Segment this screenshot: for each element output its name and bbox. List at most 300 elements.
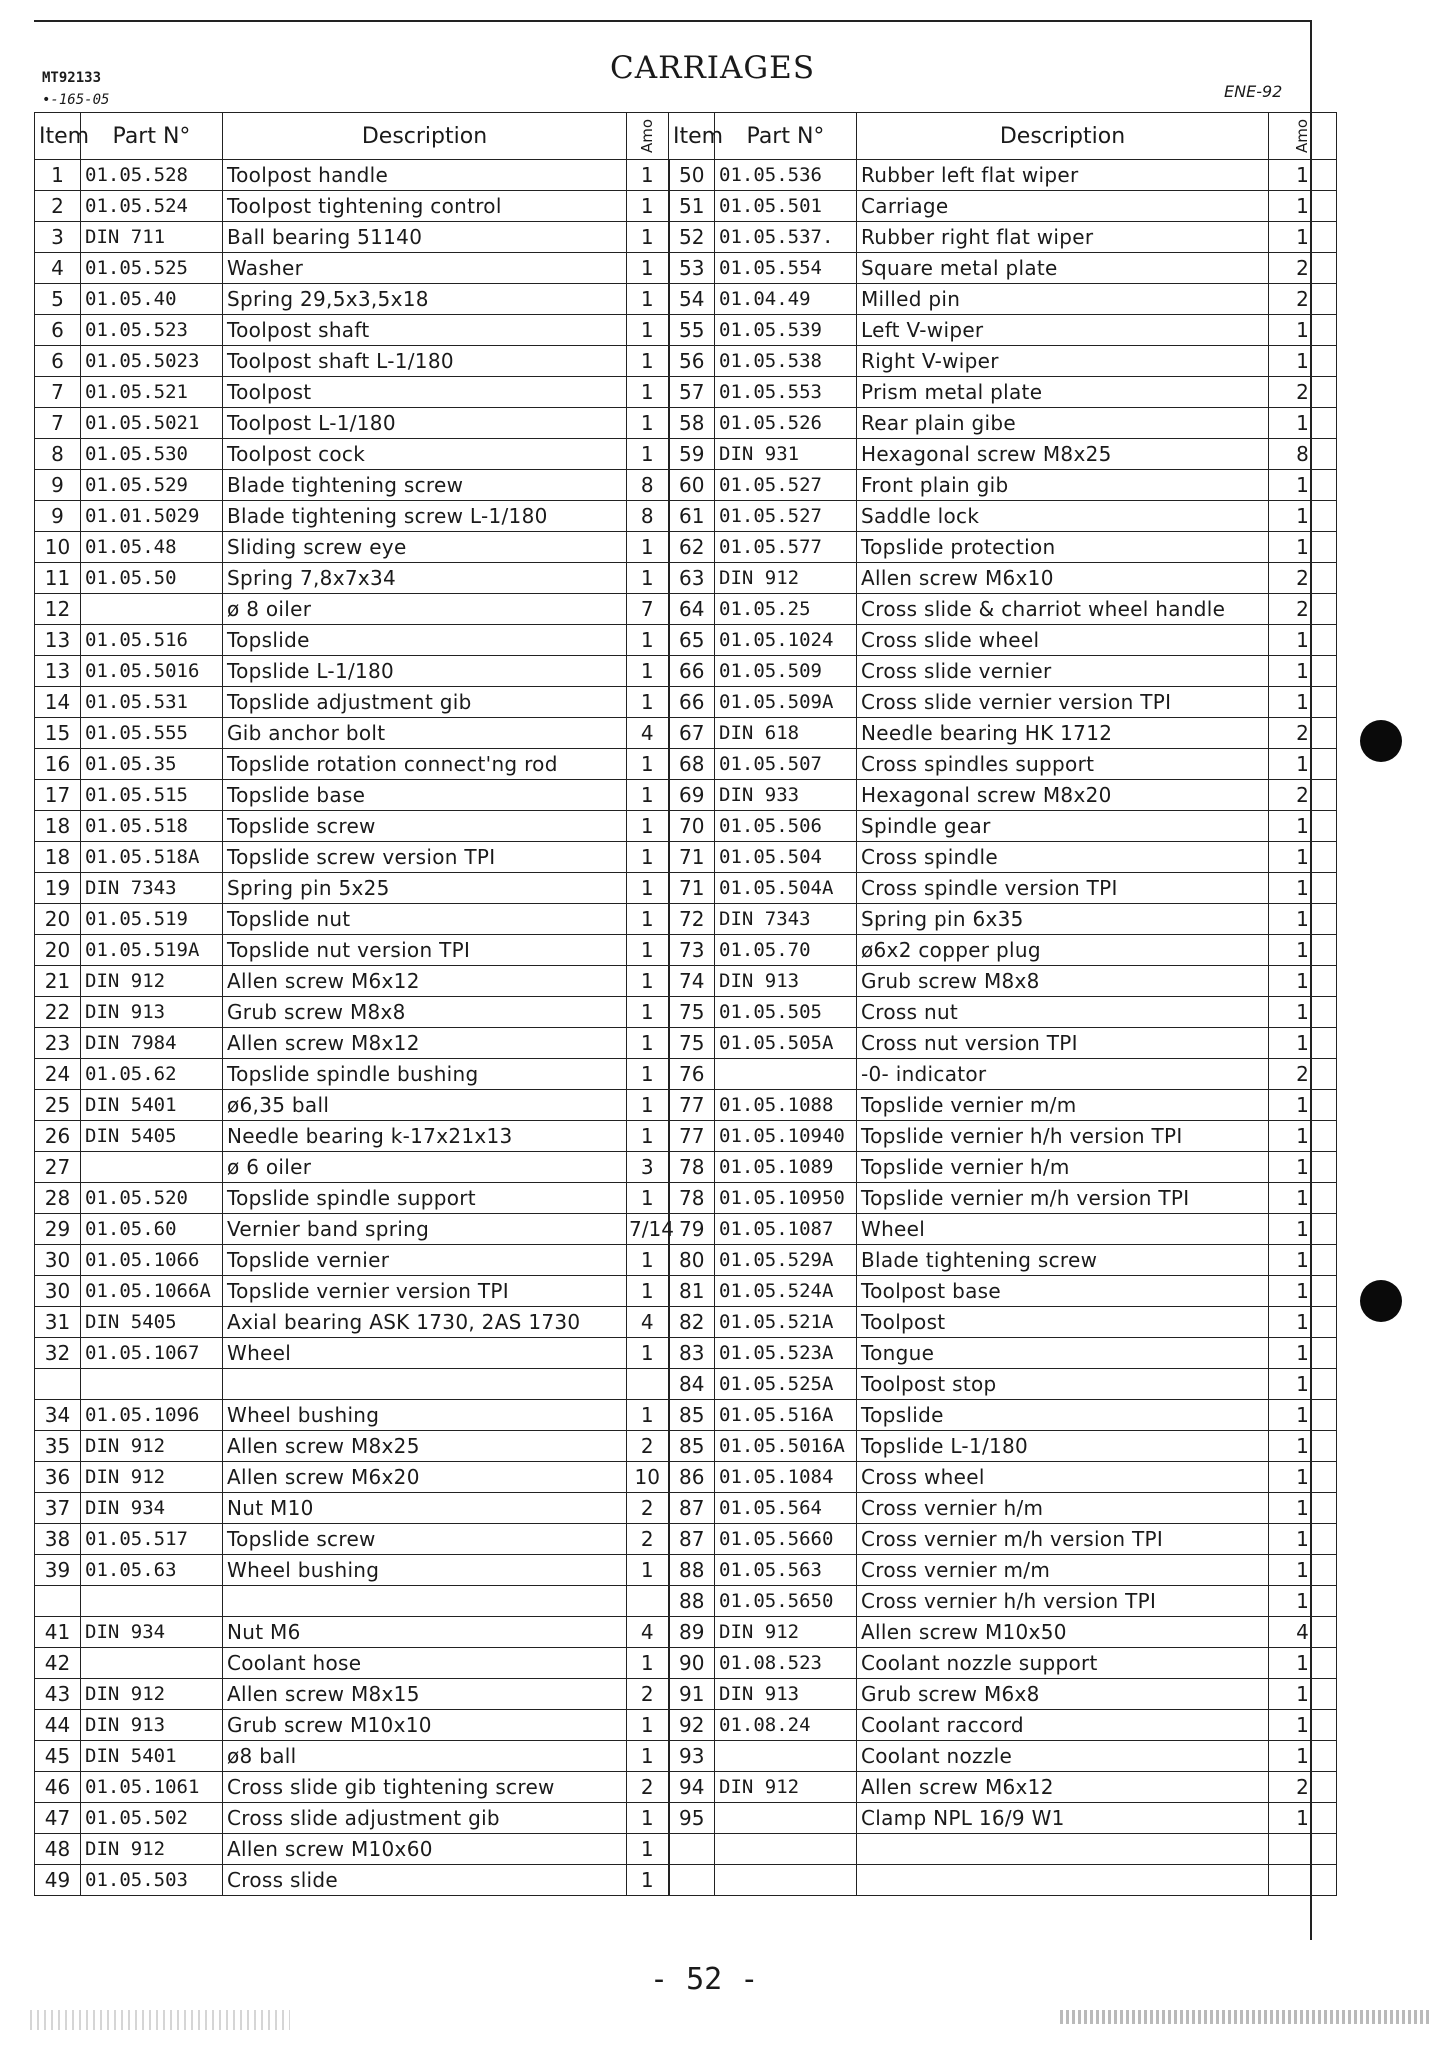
left-item-number-cell: 43 [35,1679,81,1710]
right-description-cell: Topslide protection [857,532,1269,563]
right-amount-cell: 1 [1269,749,1337,780]
left-part-number-cell: 01.05.529 [81,470,223,501]
left-item-number-cell: 14 [35,687,81,718]
left-item-number-cell: 6 [35,346,81,377]
right-part-number-cell: 01.05.501 [715,191,857,222]
right-part-number-cell: DIN 931 [715,439,857,470]
left-amount-cell: 1 [627,346,669,377]
left-item-number-cell: 32 [35,1338,81,1369]
left-amount-cell: 8 [627,501,669,532]
right-part-number-cell [715,1059,857,1090]
left-part-number-cell: 01.05.530 [81,439,223,470]
left-item-number-cell: 27 [35,1152,81,1183]
left-amount-cell: 1 [627,811,669,842]
right-amount-cell: 1 [1269,1679,1337,1710]
table-row [35,1431,1337,1462]
left-description-cell: Topslide vernier [223,1245,627,1276]
right-item-number-cell: 69 [669,780,715,811]
left-item-number-cell: 19 [35,873,81,904]
right-description-cell: Topslide vernier m/m [857,1090,1269,1121]
table-row [35,1493,1337,1524]
left-description-cell: Blade tightening screw L-1/180 [223,501,627,532]
right-item-number-cell: 58 [669,408,715,439]
right-part-number-cell: 01.05.527 [715,501,857,532]
right-description-cell: Hexagonal screw M8x20 [857,780,1269,811]
table-row [35,563,1337,594]
right-amount-cell: 1 [1269,222,1337,253]
table-row [35,377,1337,408]
left-description-cell: Gib anchor bolt [223,718,627,749]
left-part-number-cell: 01.05.48 [81,532,223,563]
table-row [35,1059,1337,1090]
left-part-number-cell: DIN 5401 [81,1090,223,1121]
right-part-number-cell: 01.05.10940 [715,1121,857,1152]
right-amount-cell: 1 [1269,160,1337,191]
left-amount-cell: 1 [627,1121,669,1152]
right-part-number-cell: 01.05.5016A [715,1431,857,1462]
table-row [35,718,1337,749]
table-row [35,408,1337,439]
right-part-number-cell: 01.05.539 [715,315,857,346]
right-amount-cell: 1 [1269,532,1337,563]
table-row [35,160,1337,191]
table-row [35,1617,1337,1648]
right-description-cell: Cross slide vernier version TPI [857,687,1269,718]
right-amount-cell: 1 [1269,687,1337,718]
left-part-number-cell: 01.05.50 [81,563,223,594]
right-amount-cell: 2 [1269,1059,1337,1090]
left-part-number-cell [81,1586,223,1617]
left-description-cell: Topslide spindle support [223,1183,627,1214]
right-item-number-cell: 90 [669,1648,715,1679]
left-item-number-cell: 47 [35,1803,81,1834]
right-part-number-cell: 01.05.509A [715,687,857,718]
left-amount-cell: 1 [627,1276,669,1307]
right-part-number-cell: 01.05.554 [715,253,857,284]
table-row [35,346,1337,377]
right-description-cell [857,1834,1269,1865]
table-row [35,780,1337,811]
left-part-number-cell [81,1152,223,1183]
right-amount-cell: 1 [1269,1648,1337,1679]
table-row [35,935,1337,966]
column-header-item-left: Item [35,113,81,160]
left-part-number-cell: 01.05.521 [81,377,223,408]
left-part-number-cell [81,594,223,625]
left-amount-cell: 1 [627,749,669,780]
right-amount-cell: 1 [1269,1710,1337,1741]
right-description-cell: -0- indicator [857,1059,1269,1090]
left-amount-cell: 1 [627,1400,669,1431]
right-item-number-cell: 68 [669,749,715,780]
left-item-number-cell: 28 [35,1183,81,1214]
left-part-number-cell: 01.05.5023 [81,346,223,377]
right-amount-cell: 1 [1269,1493,1337,1524]
left-description-cell: Topslide screw [223,1524,627,1555]
left-part-number-cell: 01.05.63 [81,1555,223,1586]
right-part-number-cell: DIN 933 [715,780,857,811]
left-amount-cell: 1 [627,842,669,873]
table-row [35,625,1337,656]
right-description-cell: Carriage [857,191,1269,222]
table-header-row [35,113,1337,160]
left-amount-cell: 1 [627,904,669,935]
table-row [35,1462,1337,1493]
left-description-cell: Axial bearing ASK 1730, 2AS 1730 [223,1307,627,1338]
left-item-number-cell: 17 [35,780,81,811]
right-description-cell: Cross spindles support [857,749,1269,780]
right-amount-cell: 1 [1269,811,1337,842]
right-amount-cell: 1 [1269,1028,1337,1059]
left-part-number-cell: DIN 912 [81,1431,223,1462]
left-amount-cell: 1 [627,935,669,966]
right-description-cell: Cross spindle version TPI [857,873,1269,904]
right-part-number-cell: 01.05.516A [715,1400,857,1431]
right-item-number-cell: 85 [669,1400,715,1431]
left-item-number-cell: 29 [35,1214,81,1245]
left-amount-cell: 1 [627,1338,669,1369]
right-amount-cell: 1 [1269,408,1337,439]
right-description-cell: Topslide vernier m/h version TPI [857,1183,1269,1214]
left-item-number-cell: 36 [35,1462,81,1493]
right-part-number-cell: 01.05.563 [715,1555,857,1586]
left-part-number-cell: DIN 5401 [81,1741,223,1772]
right-part-number-cell: 01.05.505A [715,1028,857,1059]
left-item-number-cell: 20 [35,904,81,935]
left-item-number-cell: 26 [35,1121,81,1152]
right-part-number-cell [715,1834,857,1865]
right-amount-cell: 2 [1269,1772,1337,1803]
table-row [35,1214,1337,1245]
table-row [35,1586,1337,1617]
left-item-number-cell: 20 [35,935,81,966]
right-amount-cell: 1 [1269,1431,1337,1462]
right-item-number-cell: 86 [669,1462,715,1493]
left-part-number-cell: 01.05.1096 [81,1400,223,1431]
right-item-number-cell: 93 [669,1741,715,1772]
left-description-cell [223,1369,627,1400]
left-part-number-cell: DIN 912 [81,966,223,997]
left-item-number-cell: 24 [35,1059,81,1090]
left-description-cell: Allen screw M6x20 [223,1462,627,1493]
right-part-number-cell: 01.05.1084 [715,1462,857,1493]
right-part-number-cell: 01.04.49 [715,284,857,315]
table-row [35,253,1337,284]
left-amount-cell: 4 [627,1617,669,1648]
left-item-number-cell: 46 [35,1772,81,1803]
left-item-number-cell: 18 [35,842,81,873]
left-part-number-cell: 01.05.1067 [81,1338,223,1369]
column-header-part-right: Part N° [715,113,857,160]
right-amount-cell: 1 [1269,1152,1337,1183]
left-item-number-cell: 10 [35,532,81,563]
left-item-number-cell: 22 [35,997,81,1028]
left-item-number-cell: 25 [35,1090,81,1121]
right-part-number-cell: 01.08.24 [715,1710,857,1741]
right-description-cell: Cross vernier m/h version TPI [857,1524,1269,1555]
left-description-cell: Sliding screw eye [223,532,627,563]
right-description-cell: Milled pin [857,284,1269,315]
left-item-number-cell: 37 [35,1493,81,1524]
right-description-cell: Cross vernier h/m [857,1493,1269,1524]
left-description-cell: Toolpost cock [223,439,627,470]
right-item-number-cell: 71 [669,842,715,873]
left-item-number-cell: 13 [35,656,81,687]
right-part-number-cell: 01.05.577 [715,532,857,563]
right-description-cell: Left V-wiper [857,315,1269,346]
left-description-cell: ø6,35 ball [223,1090,627,1121]
table-row [35,1121,1337,1152]
left-part-number-cell: 01.05.519A [81,935,223,966]
left-part-number-cell: 01.05.40 [81,284,223,315]
left-description-cell: Topslide rotation connect'ng rod [223,749,627,780]
left-part-number-cell: 01.05.517 [81,1524,223,1555]
right-part-number-cell: 01.05.523A [715,1338,857,1369]
right-part-number-cell: 01.05.509 [715,656,857,687]
right-description-cell: Needle bearing HK 1712 [857,718,1269,749]
left-amount-cell: 1 [627,284,669,315]
right-part-number-cell: DIN 913 [715,1679,857,1710]
right-amount-cell: 1 [1269,1276,1337,1307]
right-part-number-cell: 01.05.1089 [715,1152,857,1183]
right-item-number-cell: 78 [669,1183,715,1214]
left-item-number-cell: 30 [35,1245,81,1276]
left-amount-cell: 8 [627,470,669,501]
left-part-number-cell: 01.05.35 [81,749,223,780]
table-row [35,1245,1337,1276]
left-amount-cell: 3 [627,1152,669,1183]
table-row [35,1400,1337,1431]
left-amount-cell: 1 [627,1834,669,1865]
right-description-cell: Clamp NPL 16/9 W1 [857,1803,1269,1834]
right-part-number-cell: 01.05.527 [715,470,857,501]
right-part-number-cell: 01.05.538 [715,346,857,377]
left-amount-cell: 10 [627,1462,669,1493]
right-part-number-cell: DIN 912 [715,563,857,594]
table-row [35,315,1337,346]
right-amount-cell: 2 [1269,780,1337,811]
left-item-number-cell: 23 [35,1028,81,1059]
table-row [35,1028,1337,1059]
right-description-cell: Blade tightening screw [857,1245,1269,1276]
left-item-number-cell: 12 [35,594,81,625]
table-row [35,1679,1337,1710]
right-description-cell: Rubber right flat wiper [857,222,1269,253]
right-item-number-cell: 59 [669,439,715,470]
right-description-cell: Grub screw M6x8 [857,1679,1269,1710]
left-description-cell: Allen screw M8x12 [223,1028,627,1059]
left-part-number-cell: 01.05.62 [81,1059,223,1090]
left-amount-cell: 2 [627,1493,669,1524]
right-amount-cell: 2 [1269,563,1337,594]
left-description-cell: Cross slide adjustment gib [223,1803,627,1834]
left-description-cell: Needle bearing k-17x21x13 [223,1121,627,1152]
right-item-number-cell: 80 [669,1245,715,1276]
table-row [35,1710,1337,1741]
left-amount-cell: 2 [627,1772,669,1803]
right-part-number-cell: 01.05.10950 [715,1183,857,1214]
right-description-cell: Spring pin 6x35 [857,904,1269,935]
table-row [35,873,1337,904]
right-amount-cell: 4 [1269,1617,1337,1648]
left-part-number-cell: DIN 934 [81,1493,223,1524]
right-amount-cell: 2 [1269,377,1337,408]
left-item-number-cell: 7 [35,377,81,408]
right-description-cell: Prism metal plate [857,377,1269,408]
right-item-number-cell: 89 [669,1617,715,1648]
left-amount-cell: 1 [627,625,669,656]
left-amount-cell: 1 [627,191,669,222]
right-description-cell: Coolant raccord [857,1710,1269,1741]
right-amount-cell: 2 [1269,594,1337,625]
right-amount-cell: 1 [1269,1400,1337,1431]
table-row [35,1834,1337,1865]
right-description-cell: ø6x2 copper plug [857,935,1269,966]
left-description-cell: Topslide base [223,780,627,811]
right-description-cell: Cross vernier m/m [857,1555,1269,1586]
column-header-part-left: Part N° [81,113,223,160]
left-item-number-cell: 41 [35,1617,81,1648]
right-amount-cell: 1 [1269,346,1337,377]
right-description-cell: Allen screw M6x10 [857,563,1269,594]
left-item-number-cell: 38 [35,1524,81,1555]
table-row [35,1183,1337,1214]
left-part-number-cell: 01.05.1061 [81,1772,223,1803]
table-row [35,1338,1337,1369]
left-item-number-cell: 35 [35,1431,81,1462]
right-description-cell: Toolpost base [857,1276,1269,1307]
left-part-number-cell [81,1369,223,1400]
left-description-cell: Cross slide [223,1865,627,1896]
table-row [35,1555,1337,1586]
right-amount-cell: 1 [1269,1245,1337,1276]
left-description-cell: Spring 7,8x7x34 [223,563,627,594]
left-description-cell: Toolpost shaft L-1/180 [223,346,627,377]
right-amount-cell: 1 [1269,935,1337,966]
right-item-number-cell: 53 [669,253,715,284]
left-description-cell: Allen screw M8x15 [223,1679,627,1710]
right-item-number-cell [669,1834,715,1865]
right-part-number-cell: 01.05.504A [715,873,857,904]
left-description-cell: Toolpost tightening control [223,191,627,222]
left-description-cell: Topslide screw [223,811,627,842]
right-part-number-cell [715,1741,857,1772]
left-part-number-cell: 01.05.518 [81,811,223,842]
left-amount-cell: 1 [627,439,669,470]
right-description-cell: Wheel [857,1214,1269,1245]
right-amount-cell: 8 [1269,439,1337,470]
right-amount-cell: 2 [1269,718,1337,749]
right-part-number-cell: 01.05.506 [715,811,857,842]
left-item-number-cell: 13 [35,625,81,656]
left-description-cell: Topslide nut version TPI [223,935,627,966]
page-number: - 52 - [650,1962,759,1997]
right-item-number-cell: 72 [669,904,715,935]
right-part-number-cell: DIN 618 [715,718,857,749]
left-amount-cell: 2 [627,1431,669,1462]
right-description-cell: Cross slide vernier [857,656,1269,687]
left-description-cell: Toolpost shaft [223,315,627,346]
right-amount-cell: 1 [1269,656,1337,687]
left-description-cell: Grub screw M10x10 [223,1710,627,1741]
right-item-number-cell: 75 [669,997,715,1028]
left-description-cell [223,1586,627,1617]
right-amount-cell: 1 [1269,1338,1337,1369]
left-description-cell: Nut M10 [223,1493,627,1524]
right-description-cell: Square metal plate [857,253,1269,284]
left-part-number-cell: DIN 934 [81,1617,223,1648]
right-part-number-cell: 01.05.1087 [715,1214,857,1245]
left-amount-cell: 1 [627,377,669,408]
right-amount-cell: 1 [1269,191,1337,222]
left-part-number-cell: 01.05.520 [81,1183,223,1214]
left-item-number-cell: 39 [35,1555,81,1586]
left-item-number-cell: 9 [35,501,81,532]
right-item-number-cell: 50 [669,160,715,191]
left-amount-cell: 1 [627,1803,669,1834]
right-item-number-cell: 92 [669,1710,715,1741]
left-item-number-cell: 11 [35,563,81,594]
right-item-number-cell: 64 [669,594,715,625]
table-row [35,1865,1337,1896]
left-description-cell: Washer [223,253,627,284]
right-item-number-cell: 70 [669,811,715,842]
parts-table-body [35,160,1337,1896]
left-amount-cell: 1 [627,315,669,346]
right-amount-cell: 1 [1269,1803,1337,1834]
left-item-number-cell: 3 [35,222,81,253]
left-amount-cell: 1 [627,160,669,191]
left-amount-cell: 2 [627,1679,669,1710]
right-description-cell: Rubber left flat wiper [857,160,1269,191]
right-amount-cell: 2 [1269,284,1337,315]
right-description-cell: Cross wheel [857,1462,1269,1493]
left-part-number-cell: 01.05.5016 [81,656,223,687]
left-amount-cell: 1 [627,780,669,811]
left-amount-cell: 7/14 [627,1214,669,1245]
right-amount-cell: 1 [1269,873,1337,904]
right-amount-cell: 1 [1269,1555,1337,1586]
left-part-number-cell: 01.05.502 [81,1803,223,1834]
table-row [35,1369,1337,1400]
scan-artifact [1060,2010,1430,2024]
right-amount-cell: 1 [1269,966,1337,997]
left-item-number-cell: 2 [35,191,81,222]
left-item-number-cell: 31 [35,1307,81,1338]
right-description-cell: Allen screw M10x50 [857,1617,1269,1648]
right-description-cell: Cross slide & charriot wheel handle [857,594,1269,625]
parts-table [34,112,1337,1896]
right-amount-cell: 1 [1269,1586,1337,1617]
right-item-number-cell: 85 [669,1431,715,1462]
right-description-cell: Topslide vernier h/h version TPI [857,1121,1269,1152]
left-description-cell: Allen screw M6x12 [223,966,627,997]
left-amount-cell: 1 [627,1245,669,1276]
left-part-number-cell: 01.05.523 [81,315,223,346]
right-item-number-cell: 83 [669,1338,715,1369]
left-part-number-cell: 01.05.528 [81,160,223,191]
column-header-description-left: Description [223,113,627,160]
left-description-cell: ø8 ball [223,1741,627,1772]
left-amount-cell: 4 [627,718,669,749]
right-item-number-cell: 77 [669,1121,715,1152]
left-description-cell: Topslide vernier version TPI [223,1276,627,1307]
left-part-number-cell [81,1648,223,1679]
left-item-number-cell: 44 [35,1710,81,1741]
left-part-number-cell: DIN 913 [81,997,223,1028]
table-row [35,501,1337,532]
left-part-number-cell: 01.05.1066A [81,1276,223,1307]
